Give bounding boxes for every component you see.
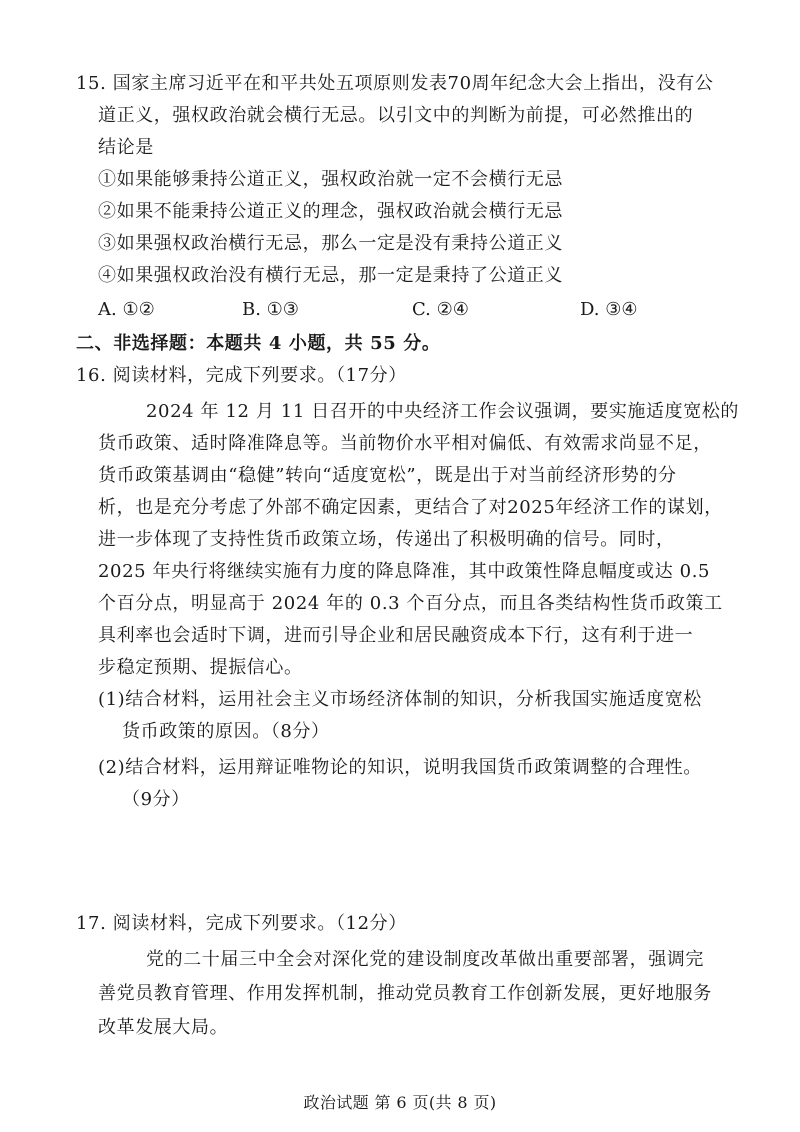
q16-header: 16. 阅读材料，完成下列要求。（17分）	[76, 365, 407, 386]
q16-sub2-line-1: (2)结合材料，运用辩证唯物论的知识，说明我国货币政策调整的合理性。	[98, 757, 702, 778]
q15-stem-line-2: 道正义，强权政治就会横行无忌。以引文中的判断为前提，可必然推出的	[98, 105, 694, 126]
q17-header: 17. 阅读材料，完成下列要求。（12分）	[76, 913, 407, 934]
q16-material-line-7: 个百分点，明显高于 2024 年的 0.3 个百分点，而且各类结构性货币政策工	[98, 593, 723, 614]
q16-material-line-2: 货币政策、适时降准降息等。当前物价水平相对偏低、有效需求尚显不足，	[98, 433, 712, 454]
q15-option-a: A. ①②	[98, 299, 155, 320]
q15-options	[98, 298, 718, 322]
q17-material-line-2: 善党员教育管理、作用发挥机制，推动党员教育工作创新发展，更好地服务	[98, 983, 712, 1004]
q17-material-line-3: 改革发展大局。	[98, 1017, 229, 1038]
q17-material-line-1: 党的二十届三中全会对深化党的建设制度改革做出重要部署，强调完	[146, 949, 704, 970]
q16-sub1-line-2: 货币政策的原因。（8分）	[122, 721, 330, 742]
q16-material-line-8: 具利率也会适时下调，进而引导企业和居民融资成本下行，这有利于进一	[98, 625, 694, 646]
q15-statement-1: ①如果能够秉持公道正义，强权政治就一定不会横行无忌	[98, 169, 563, 190]
q16-material-line-4: 析，也是充分考虑了外部不确定因素，更结合了对2025年经济工作的谋划，	[98, 497, 723, 518]
q16-material-line-1: 2024 年 12 月 11 日召开的中央经济工作会议强调，要实施适度宽松的	[146, 401, 740, 422]
q15-option-c: C. ②④	[412, 299, 469, 320]
q15-stem-line-3: 结论是	[98, 137, 154, 158]
q15-statement-3: ③如果强权政治横行无忌，那么一定是没有秉持公道正义	[98, 233, 563, 254]
q16-material-line-6: 2025 年央行将继续实施有力度的降息降准，其中政策性降息幅度或达 0.5	[98, 561, 711, 582]
q15-option-d: D. ③④	[580, 299, 638, 320]
q15-option-b: B. ①③	[242, 299, 299, 320]
section-2-title: 二、非选择题：本题共 4 小题，共 55 分。	[76, 333, 441, 354]
page-footer: 政治试题 第 6 页(共 8 页)	[303, 1093, 497, 1112]
q16-material-line-9: 步稳定预期、提振信心。	[98, 657, 303, 678]
q16-sub1-line-1: (1)结合材料，运用社会主义市场经济体制的知识，分析我国实施适度宽松	[98, 689, 702, 710]
q15-statement-2: ②如果不能秉持公道正义的理念，强权政治就会横行无忌	[98, 201, 563, 222]
q16-material-line-3: 货币政策基调由“稳健”转向“适度宽松”，既是出于对当前经济形势的分	[98, 465, 677, 486]
q16-sub2-line-2: （9分）	[122, 789, 190, 810]
q15-statement-4: ④如果强权政治没有横行无忌，那一定是秉持了公道正义	[98, 265, 563, 286]
q16-material-line-5: 进一步体现了支持性货币政策立场，传递出了积极明确的信号。同时，	[98, 529, 675, 550]
q15-stem-line-1: 15. 国家主席习近平在和平共处五项原则发表70周年纪念大会上指出，没有公	[76, 73, 714, 94]
